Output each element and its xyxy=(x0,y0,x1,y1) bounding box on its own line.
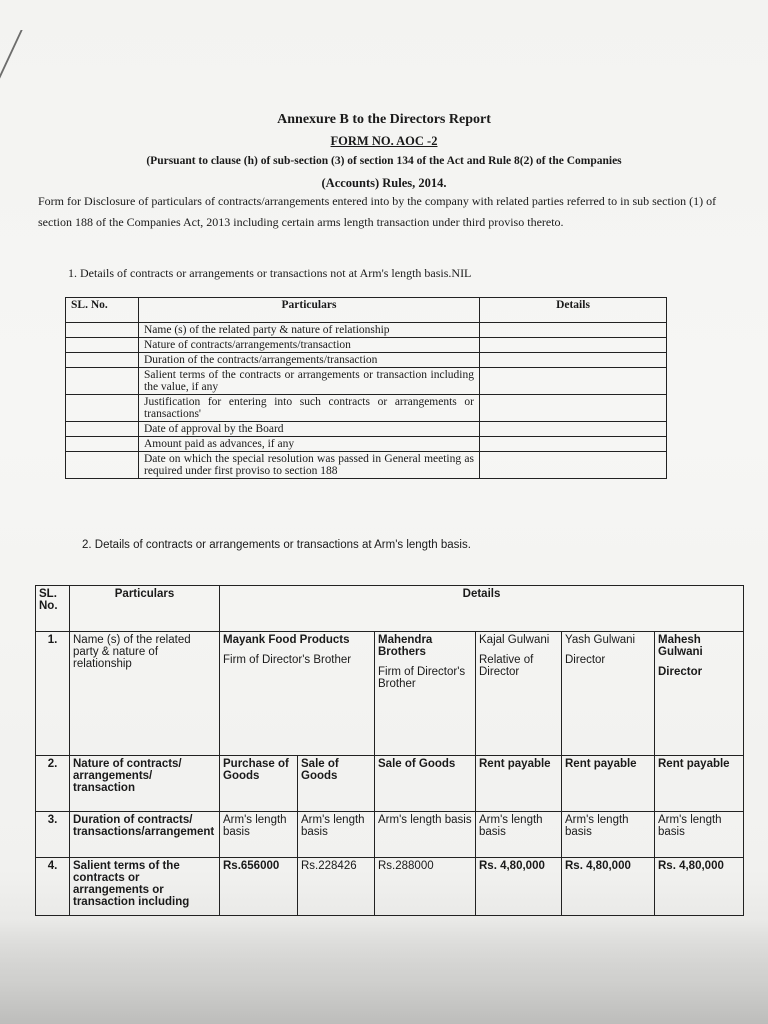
page-bottom-shadow xyxy=(0,920,768,1024)
particular-cell: Duration of contracts/ transactions/arrangement xyxy=(70,812,220,858)
table-row xyxy=(66,437,667,452)
party-relationship: Firm of Director's Brother xyxy=(378,666,466,690)
sl-cell: 4. xyxy=(36,858,70,916)
table-row xyxy=(66,323,667,338)
table-row xyxy=(66,452,667,479)
value-cell: Arm's length basis xyxy=(562,812,655,858)
party-cell xyxy=(655,632,744,756)
value-cell: Rs.656000 xyxy=(220,858,298,916)
particular-cell: Amount paid as advances, if any xyxy=(139,437,480,452)
table-row xyxy=(36,756,744,812)
table-row xyxy=(66,353,667,368)
table-header-row xyxy=(66,298,667,323)
table-row xyxy=(66,338,667,353)
column-header: Particulars xyxy=(139,298,480,323)
value-cell: Sale of Goods xyxy=(375,756,476,812)
value-cell: Rent payable xyxy=(562,756,655,812)
value-cell: Arm's length basis xyxy=(655,812,744,858)
value-cell: Purchase of Goods xyxy=(220,756,298,812)
form-number: FORM NO. AOC -2 xyxy=(330,134,438,148)
particular-cell: Justification for entering into such contracts or arrangements or transactions' xyxy=(139,395,480,422)
party-relationship: Relative of Director xyxy=(479,654,534,678)
party-name: Mayank Food Products xyxy=(223,634,350,646)
sl-cell: 2. xyxy=(36,756,70,812)
particular-cell: Salient terms of the contracts or arrangements or transaction including the value, if any xyxy=(139,368,480,395)
value-cell: Rs. 4,80,000 xyxy=(476,858,562,916)
document-title: Annexure B to the Directors Report xyxy=(277,112,491,127)
party-cell xyxy=(220,632,375,756)
particular-cell: Name (s) of the related party & nature of relationship xyxy=(139,323,480,338)
section1-heading: 1. Details of contracts or arrangements or transactions not at Arm's length basis.NIL xyxy=(68,266,472,280)
party-cell xyxy=(562,632,655,756)
intro-paragraph: Form for Disclosure of particulars of contracts/arrangements entered into by the company with related parties referred to in sub section (1) of section 188 of the Companies Act, 2013 including certain arms length transaction under third proviso thereto. xyxy=(38,194,717,229)
table-row xyxy=(36,858,744,916)
particular-cell: Duration of the contracts/arrangements/transaction xyxy=(139,353,480,368)
arms-length-table xyxy=(35,585,744,916)
column-header: Details xyxy=(480,298,667,323)
party-relationship: Firm of Director's Brother xyxy=(223,654,352,666)
table-row xyxy=(66,422,667,437)
value-cell: Rs.228426 xyxy=(298,858,375,916)
pursuant-line-2: (Accounts) Rules, 2014. xyxy=(321,176,447,190)
column-header: SL. No. xyxy=(66,298,139,323)
party-cell xyxy=(375,632,476,756)
column-header: Details xyxy=(220,586,744,632)
particular-cell: Name (s) of the related party & nature of relationship xyxy=(70,632,220,756)
party-relationship: Director xyxy=(565,654,606,666)
value-cell: Rs.288000 xyxy=(375,858,476,916)
value-cell: Arm's length basis xyxy=(298,812,375,858)
nil-transactions-table xyxy=(65,297,667,479)
value-cell: Rs. 4,80,000 xyxy=(562,858,655,916)
table-row xyxy=(36,632,744,756)
party-name: Mahesh Gulwani xyxy=(658,634,703,658)
particular-cell: Nature of contracts/arrangements/transaction xyxy=(139,338,480,353)
column-header: Particulars xyxy=(70,586,220,632)
value-cell: Rent payable xyxy=(476,756,562,812)
particular-cell: Date of approval by the Board xyxy=(139,422,480,437)
value-cell: Arm's length basis xyxy=(220,812,298,858)
particular-cell: Nature of contracts/ arrangements/ transaction xyxy=(70,756,220,812)
value-cell: Rs. 4,80,000 xyxy=(655,858,744,916)
section2-heading: 2. Details of contracts or arrangements or transactions at Arm's length basis. xyxy=(82,539,471,551)
pursuant-line-1: (Pursuant to clause (h) of sub-section (3) of section 134 of the Act and Rule 8(2) of the Companies xyxy=(146,155,622,167)
party-name: Mahendra Brothers xyxy=(378,634,433,658)
party-cell xyxy=(476,632,562,756)
column-header: SL. No. xyxy=(36,586,70,632)
sl-cell: 3. xyxy=(36,812,70,858)
page-fold-mark xyxy=(0,30,63,110)
party-name: Kajal Gulwani xyxy=(479,634,550,646)
table-row xyxy=(36,812,744,858)
particular-cell: Date on which the special resolution was passed in General meeting as required under first proviso to section 188 xyxy=(139,452,480,479)
table-row xyxy=(66,368,667,395)
sl-cell: 1. xyxy=(36,632,70,756)
particular-cell: Salient terms of the contracts or arrangements or transaction including xyxy=(70,858,220,916)
value-cell: Arm's length basis xyxy=(375,812,476,858)
value-cell: Sale of Goods xyxy=(298,756,375,812)
party-name: Yash Gulwani xyxy=(565,634,636,646)
party-relationship: Director xyxy=(658,666,703,678)
table-row xyxy=(66,395,667,422)
value-cell: Rent payable xyxy=(655,756,744,812)
table-header-row xyxy=(36,586,744,632)
value-cell: Arm's length basis xyxy=(476,812,562,858)
